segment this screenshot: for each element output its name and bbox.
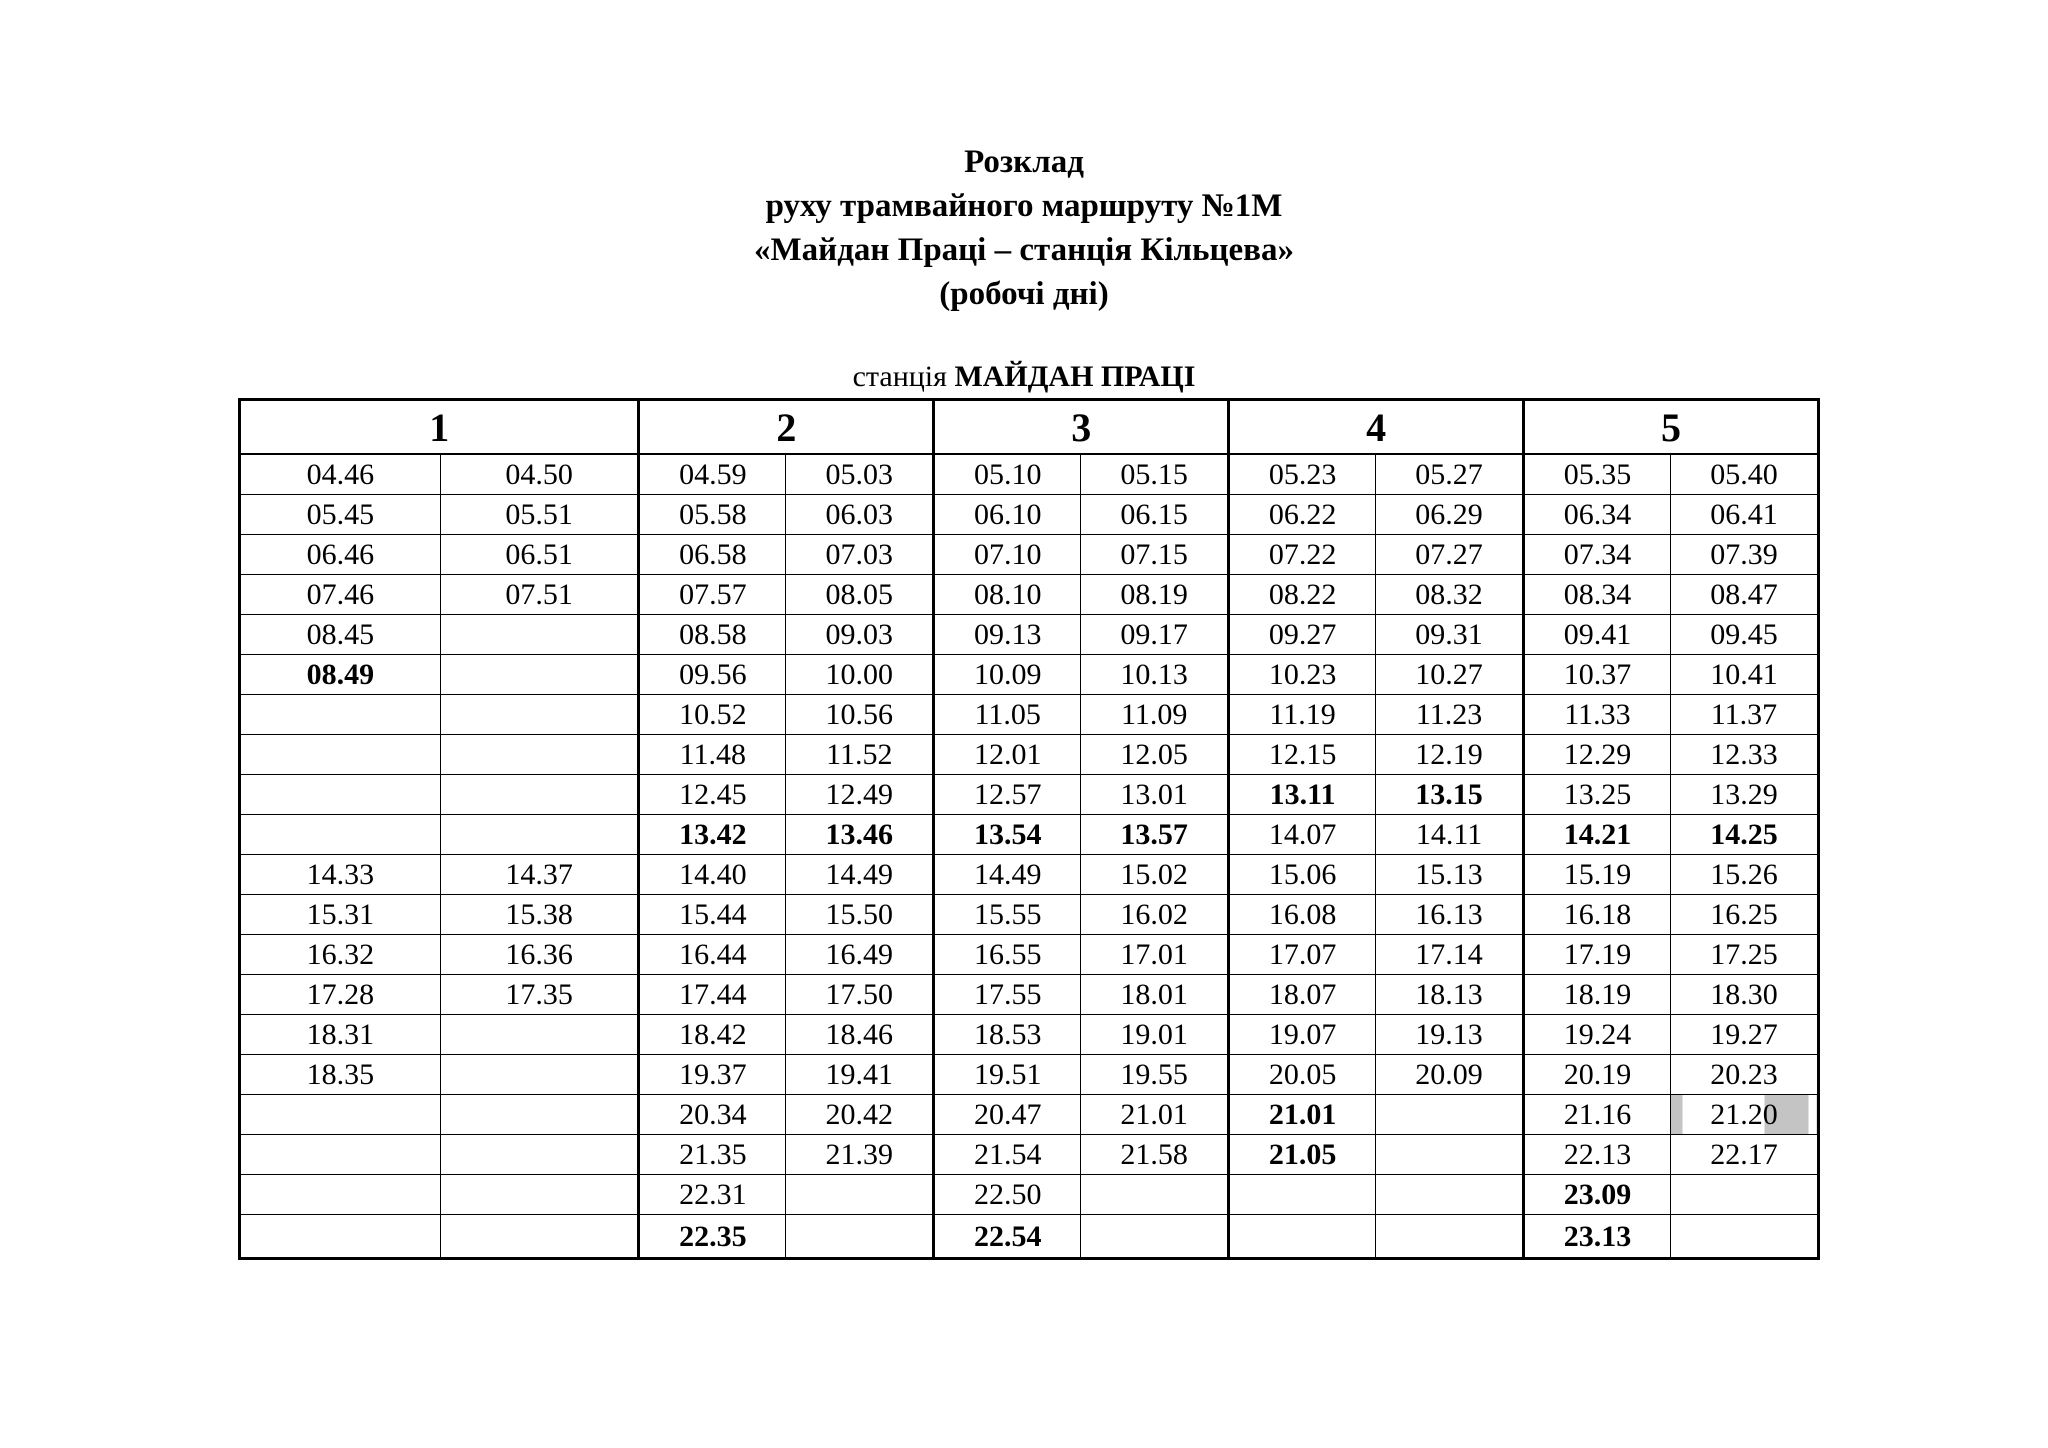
departure-time-cell: 16.32: [240, 935, 441, 975]
table-row: [240, 695, 1819, 735]
departure-time-cell: 06.51: [440, 535, 639, 575]
departure-time-cell: 06.41: [1670, 495, 1818, 535]
departure-time-cell: 19.51: [934, 1055, 1081, 1095]
departure-time-cell: 05.03: [786, 454, 934, 495]
departure-time-cell: 16.25: [1670, 895, 1818, 935]
group-header: 4: [1229, 400, 1524, 455]
departure-time-cell: 13.57: [1081, 815, 1229, 855]
departure-time-cell: 19.37: [639, 1055, 786, 1095]
departure-time-cell: 08.10: [934, 575, 1081, 615]
title-line: Розклад: [964, 144, 1084, 180]
table-row: [240, 1015, 1819, 1055]
departure-time-cell: 16.02: [1081, 895, 1229, 935]
departure-time-cell: 16.08: [1229, 895, 1376, 935]
departure-time-cell: [240, 1215, 441, 1259]
document-title: [0, 140, 2048, 316]
station-caption: [0, 357, 2048, 397]
departure-time-cell: 06.29: [1376, 495, 1524, 535]
departure-time-cell: 04.50: [440, 454, 639, 495]
departure-time-cell: 09.13: [934, 615, 1081, 655]
table-row: [240, 615, 1819, 655]
table-row: [240, 575, 1819, 615]
departure-time-cell: 19.41: [786, 1055, 934, 1095]
departure-time-cell: 21.54: [934, 1135, 1081, 1175]
departure-time-cell: 17.35: [440, 975, 639, 1015]
departure-time-cell: 23.13: [1524, 1215, 1671, 1259]
departure-time-cell: 17.25: [1670, 935, 1818, 975]
departure-time-cell: 07.34: [1524, 535, 1671, 575]
departure-time-cell: 06.03: [786, 495, 934, 535]
departure-time-cell: 18.01: [1081, 975, 1229, 1015]
departure-time-cell: 09.03: [786, 615, 934, 655]
departure-time-cell: 07.22: [1229, 535, 1376, 575]
departure-time-cell: 12.57: [934, 775, 1081, 815]
departure-time-cell: 06.58: [639, 535, 786, 575]
departure-time-cell: 13.46: [786, 815, 934, 855]
departure-time-cell: 17.14: [1376, 935, 1524, 975]
departure-time-cell: 18.35: [240, 1055, 441, 1095]
departure-time-cell: 15.26: [1670, 855, 1818, 895]
table-row: [240, 735, 1819, 775]
departure-time-cell: 05.58: [639, 495, 786, 535]
departure-time-cell: 07.03: [786, 535, 934, 575]
departure-time-cell: [440, 735, 639, 775]
departure-time-cell: 07.39: [1670, 535, 1818, 575]
table-row: [240, 495, 1819, 535]
departure-time-cell: 05.15: [1081, 454, 1229, 495]
table-row: [240, 975, 1819, 1015]
departure-time-cell: 11.52: [786, 735, 934, 775]
departure-time-cell: [440, 1055, 639, 1095]
departure-time-cell: 14.21: [1524, 815, 1671, 855]
table-row: [240, 935, 1819, 975]
group-header: 3: [934, 400, 1229, 455]
table-row: [240, 454, 1819, 495]
table-row: [240, 855, 1819, 895]
table-row: [240, 775, 1819, 815]
departure-time-cell: 10.00: [786, 655, 934, 695]
departure-time-cell: 16.36: [440, 935, 639, 975]
departure-time-cell: 12.19: [1376, 735, 1524, 775]
station-name: МАЙДАН ПРАЦІ: [954, 360, 1196, 393]
departure-time-cell: 21.39: [786, 1135, 934, 1175]
departure-time-cell: 14.49: [786, 855, 934, 895]
departure-time-cell: 16.49: [786, 935, 934, 975]
departure-time-cell: 08.47: [1670, 575, 1818, 615]
departure-time-cell: 12.29: [1524, 735, 1671, 775]
departure-time-cell: 09.17: [1081, 615, 1229, 655]
departure-time-cell: [440, 615, 639, 655]
departure-time-cell: 12.05: [1081, 735, 1229, 775]
departure-time-cell: 09.27: [1229, 615, 1376, 655]
departure-time-cell: 10.09: [934, 655, 1081, 695]
table-row: [240, 1095, 1819, 1135]
departure-time-cell: 14.37: [440, 855, 639, 895]
table-row: [240, 815, 1819, 855]
departure-time-cell: 09.45: [1670, 615, 1818, 655]
departure-time-cell: 11.48: [639, 735, 786, 775]
departure-time-cell: 21.01: [1081, 1095, 1229, 1135]
departure-time-cell: 22.54: [934, 1215, 1081, 1259]
departure-time-cell: [440, 1095, 639, 1135]
departure-time-cell: [1229, 1215, 1376, 1259]
departure-time-cell: 04.46: [240, 454, 441, 495]
departure-time-cell: 17.50: [786, 975, 934, 1015]
departure-time-cell: 21.58: [1081, 1135, 1229, 1175]
departure-time-cell: 12.15: [1229, 735, 1376, 775]
departure-time-cell: 13.25: [1524, 775, 1671, 815]
departure-time-cell: [240, 695, 441, 735]
departure-time-cell: [440, 1135, 639, 1175]
departure-time-cell: [240, 815, 441, 855]
departure-time-cell: [240, 1095, 441, 1135]
departure-time-cell: 06.46: [240, 535, 441, 575]
departure-time-cell: 05.10: [934, 454, 1081, 495]
group-header: 1: [240, 400, 639, 455]
departure-time-cell: 08.45: [240, 615, 441, 655]
departure-time-cell: [1081, 1215, 1229, 1259]
departure-time-cell: 07.27: [1376, 535, 1524, 575]
departure-time-cell: [440, 1015, 639, 1055]
departure-time-cell: 10.27: [1376, 655, 1524, 695]
departure-time-cell: 13.11: [1229, 775, 1376, 815]
departure-time-cell: 08.58: [639, 615, 786, 655]
departure-time-cell: 17.19: [1524, 935, 1671, 975]
departure-time-cell: 08.49: [240, 655, 441, 695]
departure-time-cell: 19.01: [1081, 1015, 1229, 1055]
departure-time-cell: [240, 735, 441, 775]
table-row: [240, 895, 1819, 935]
departure-time-cell: 16.13: [1376, 895, 1524, 935]
departure-time-cell: 17.07: [1229, 935, 1376, 975]
departure-time-cell: 22.50: [934, 1175, 1081, 1215]
departure-time-cell: 21.20: [1670, 1095, 1818, 1135]
departure-time-cell: 05.27: [1376, 454, 1524, 495]
departure-time-cell: 10.37: [1524, 655, 1671, 695]
departure-time-cell: 12.45: [639, 775, 786, 815]
departure-time-cell: 19.55: [1081, 1055, 1229, 1095]
departure-time-cell: 15.44: [639, 895, 786, 935]
departure-time-cell: 21.35: [639, 1135, 786, 1175]
departure-time-cell: 07.15: [1081, 535, 1229, 575]
departure-time-cell: 18.31: [240, 1015, 441, 1055]
table-row: [240, 655, 1819, 695]
departure-time-cell: 14.07: [1229, 815, 1376, 855]
departure-time-cell: 06.22: [1229, 495, 1376, 535]
station-prefix: станція: [852, 360, 947, 393]
departure-time-cell: 13.54: [934, 815, 1081, 855]
departure-time-cell: [1376, 1175, 1524, 1215]
departure-time-cell: 21.16: [1524, 1095, 1671, 1135]
departure-time-cell: 14.11: [1376, 815, 1524, 855]
departure-time-cell: 20.19: [1524, 1055, 1671, 1095]
departure-time-cell: 15.06: [1229, 855, 1376, 895]
departure-time-cell: 17.01: [1081, 935, 1229, 975]
departure-time-cell: 05.40: [1670, 454, 1818, 495]
departure-time-cell: 20.34: [639, 1095, 786, 1135]
departure-time-cell: 05.45: [240, 495, 441, 535]
departure-time-cell: 18.46: [786, 1015, 934, 1055]
departure-time-cell: 14.25: [1670, 815, 1818, 855]
departure-time-cell: 10.56: [786, 695, 934, 735]
departure-time-cell: 10.13: [1081, 655, 1229, 695]
departure-time-cell: 13.15: [1376, 775, 1524, 815]
departure-time-cell: 19.07: [1229, 1015, 1376, 1055]
group-header: 2: [639, 400, 934, 455]
departure-time-cell: 09.41: [1524, 615, 1671, 655]
departure-time-cell: 08.22: [1229, 575, 1376, 615]
departure-time-cell: 20.09: [1376, 1055, 1524, 1095]
departure-time-cell: 17.44: [639, 975, 786, 1015]
schedule-table: [238, 398, 1820, 1260]
departure-time-cell: [1376, 1135, 1524, 1175]
departure-time-cell: 08.32: [1376, 575, 1524, 615]
departure-time-cell: 17.28: [240, 975, 441, 1015]
departure-time-cell: 17.55: [934, 975, 1081, 1015]
departure-time-cell: [440, 655, 639, 695]
departure-time-cell: [240, 1135, 441, 1175]
departure-time-cell: 16.18: [1524, 895, 1671, 935]
departure-time-cell: 09.31: [1376, 615, 1524, 655]
departure-time-cell: 15.13: [1376, 855, 1524, 895]
departure-time-cell: 11.19: [1229, 695, 1376, 735]
table-row: [240, 1175, 1819, 1215]
departure-time-cell: 06.15: [1081, 495, 1229, 535]
departure-time-cell: 11.23: [1376, 695, 1524, 735]
departure-time-cell: [1376, 1215, 1524, 1259]
departure-time-cell: [1376, 1095, 1524, 1135]
departure-time-cell: 08.19: [1081, 575, 1229, 615]
departure-time-cell: 19.24: [1524, 1015, 1671, 1055]
departure-time-cell: 20.23: [1670, 1055, 1818, 1095]
departure-time-cell: 10.41: [1670, 655, 1818, 695]
departure-time-cell: 18.13: [1376, 975, 1524, 1015]
departure-time-cell: 13.42: [639, 815, 786, 855]
departure-time-cell: 07.10: [934, 535, 1081, 575]
departure-time-cell: [440, 1215, 639, 1259]
departure-time-cell: 18.30: [1670, 975, 1818, 1015]
departure-time-cell: 07.51: [440, 575, 639, 615]
departure-time-cell: 15.38: [440, 895, 639, 935]
departure-time-cell: 23.09: [1524, 1175, 1671, 1215]
departure-time-cell: 12.49: [786, 775, 934, 815]
schedule-body: [240, 454, 1819, 1259]
departure-time-cell: 12.01: [934, 735, 1081, 775]
departure-time-cell: 06.34: [1524, 495, 1671, 535]
departure-time-cell: 14.33: [240, 855, 441, 895]
departure-time-cell: 15.02: [1081, 855, 1229, 895]
departure-time-cell: [786, 1215, 934, 1259]
departure-time-cell: [240, 775, 441, 815]
departure-time-cell: 22.35: [639, 1215, 786, 1259]
departure-time-cell: 12.33: [1670, 735, 1818, 775]
departure-time-cell: 11.33: [1524, 695, 1671, 735]
departure-time-cell: [1229, 1175, 1376, 1215]
departure-time-cell: 15.55: [934, 895, 1081, 935]
departure-time-cell: [240, 1175, 441, 1215]
departure-time-cell: 18.19: [1524, 975, 1671, 1015]
departure-time-cell: 22.17: [1670, 1135, 1818, 1175]
table-row: [240, 1215, 1819, 1259]
departure-time-cell: 11.37: [1670, 695, 1818, 735]
departure-time-cell: 21.05: [1229, 1135, 1376, 1175]
departure-time-cell: 18.42: [639, 1015, 786, 1055]
departure-time-cell: 18.07: [1229, 975, 1376, 1015]
departure-time-cell: 09.56: [639, 655, 786, 695]
departure-time-cell: 07.46: [240, 575, 441, 615]
departure-time-cell: 14.40: [639, 855, 786, 895]
departure-time-cell: 22.31: [639, 1175, 786, 1215]
departure-time-cell: [440, 775, 639, 815]
title-line: руху трамвайного маршруту №1М: [765, 188, 1283, 224]
departure-time-cell: 15.50: [786, 895, 934, 935]
departure-time-cell: [440, 815, 639, 855]
departure-time-cell: 07.57: [639, 575, 786, 615]
table-row: [240, 1135, 1819, 1175]
departure-time-cell: 06.10: [934, 495, 1081, 535]
departure-time-cell: [1670, 1215, 1818, 1259]
table-row: [240, 1055, 1819, 1095]
departure-time-cell: [440, 1175, 639, 1215]
departure-time-cell: 18.53: [934, 1015, 1081, 1055]
departure-time-cell: 04.59: [639, 454, 786, 495]
departure-time-cell: 11.09: [1081, 695, 1229, 735]
departure-time-cell: [1670, 1175, 1818, 1215]
title-line: (робочі дні): [939, 276, 1109, 312]
departure-time-cell: 10.52: [639, 695, 786, 735]
departure-time-cell: 10.23: [1229, 655, 1376, 695]
departure-time-cell: 15.31: [240, 895, 441, 935]
departure-time-cell: 19.27: [1670, 1015, 1818, 1055]
departure-time-cell: [1081, 1175, 1229, 1215]
departure-time-cell: 22.13: [1524, 1135, 1671, 1175]
departure-time-cell: 16.55: [934, 935, 1081, 975]
title-line: «Майдан Праці – станція Кільцева»: [754, 232, 1294, 268]
departure-time-cell: 16.44: [639, 935, 786, 975]
departure-time-cell: 08.05: [786, 575, 934, 615]
departure-time-cell: 11.05: [934, 695, 1081, 735]
departure-time-cell: 20.05: [1229, 1055, 1376, 1095]
departure-time-cell: 05.35: [1524, 454, 1671, 495]
departure-time-cell: [440, 695, 639, 735]
departure-time-cell: 21.01: [1229, 1095, 1376, 1135]
departure-time-cell: 05.51: [440, 495, 639, 535]
departure-time-cell: 20.42: [786, 1095, 934, 1135]
departure-time-cell: 13.29: [1670, 775, 1818, 815]
departure-time-cell: 05.23: [1229, 454, 1376, 495]
table-row: [240, 535, 1819, 575]
departure-time-cell: 20.47: [934, 1095, 1081, 1135]
departure-time-cell: 15.19: [1524, 855, 1671, 895]
departure-time-cell: 19.13: [1376, 1015, 1524, 1055]
departure-time-cell: [786, 1175, 934, 1215]
departure-time-cell: 08.34: [1524, 575, 1671, 615]
group-header: 5: [1524, 400, 1819, 455]
departure-time-cell: 14.49: [934, 855, 1081, 895]
group-header-row: [240, 400, 1819, 455]
departure-time-cell: 13.01: [1081, 775, 1229, 815]
